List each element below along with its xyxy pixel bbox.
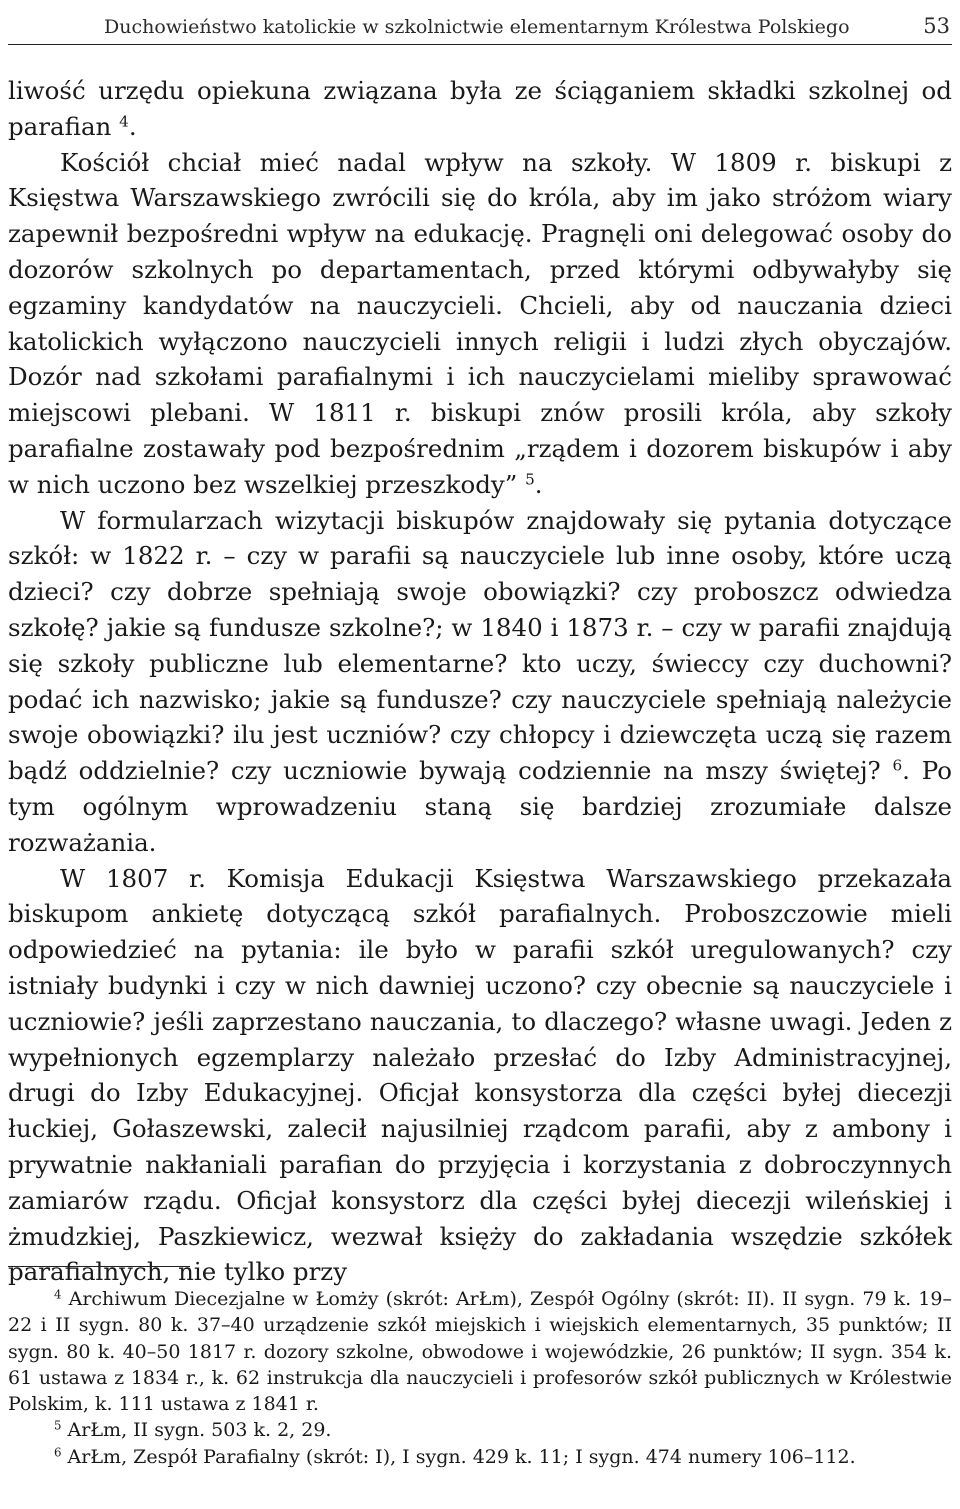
footnote: $^5$ ArŁm, II sygn. 503 k. 2, 29. [54, 1419, 332, 1442]
paragraph: W 1807 r. Komisja Edukacji Księstwa Warszawskiego przekazała biskupom ankietę dotyczącą szkół parafialnych. Proboszczowie mieli odpowiedzieć na pytania: ile było w parafii szkół uregulowanych? czy istniały budynki i czy w nich dawniej uczono? czy obecnie są nauczyciele i uczniowie? jeśli zaprzestano nauczania, to dlaczego? własne uwagi. Jeden z wypełnionych egzemplarzy należało przesłać do Izby Administracyjnej, drugi do Izby Edukacyjnej. Oficjał konsystorza dla części byłej diecezji łuckiej, Gołaszewski, zalecił najusilniej rządcom parafii, aby z ambony i prywatnie nakłaniali parafian do przyjęcia i korzystania z dobroczynnych zamiarów rządu. Oficjał konsystorz dla części byłej diecezji wileńskiej i żmudzkiej, Paszkiewicz, wezwał księży do zakładania wszędzie szkółek parafialnych, nie tylko przy [8, 863, 952, 1287]
paragraph: W formularzach wizytacji biskupów znajdowały się pytania dotyczące szkół: w 1822 r. – czy w parafii są nauczyciele lub inne osoby, które uczą dzieci? czy dobrze spełniają swoje obowiązki? czy proboszcz odwiedza szkołę? jakie są fundusze szkolne?; w 1840 i 1873 r. – czy w parafii znajdują się szkoły publiczne lub elementarne? kto uczy, świeccy czy duchowni? podać ich nazwisko; jakie są fundusze? czy nauczyciele spełniają należycie swoje obowiązki? ilu jest uczniów? czy chłopcy i dziewczęta uczą się razem bądź oddzielnie? czy uczniowie bywają codziennie na mszy świętej? $^6$. Po tym ogólnym wprowadzeniu staną się bardziej zrozumiałe dalsze rozważania. [8, 505, 952, 857]
footnote-ref[interactable]: 5 [525, 470, 535, 489]
footnote-marker: 6 [54, 1445, 62, 1460]
footnote-marker: 4 [54, 1287, 62, 1302]
body-text [8, 73, 952, 1290]
paragraph: Kościół chciał mieć nadal wpływ na szkoły. W 1809 r. biskupi z Księstwa Warszawskiego zwrócili się do króla, aby im jako stróżom wiary zapewnił bezpośredni wpływ na edukację. Pragnęli oni delegować osoby do dozorów szkolnych po departamentach, przed którymi odbywałyby się egzaminy kandydatów na nauczycieli. Chcieli, aby od nauczania dzieci katolickich wyłączono nauczycieli innych religii i ludzi złych obyczajów. Dozór nad szkołami parafialnymi i ich nauczycielami mieliby sprawować miejscowi plebani. W 1811 r. biskupi znów prosili króla, aby szkoły parafialne zostawały pod bezpośrednim „rządem i dozorem biskupów i aby w nich uczono bez wszelkiej przeszkody” $^5$. [8, 147, 952, 499]
running-title: Duchowieństwo katolickie w szkolnictwie elementarnym Królestwa Polskiego [104, 16, 850, 38]
page-number: 53 [923, 14, 950, 38]
page-header [8, 10, 952, 45]
footnote: $^6$ ArŁm, Zespół Parafialny (skrót: I), I sygn. 429 k. 11; I sygn. 474 numery 106–112. [54, 1445, 856, 1468]
paragraph: liwość urzędu opiekuna związana była ze ściąganiem składki szkolnej od parafian $^4$. [8, 76, 952, 141]
footnote-ref[interactable]: 6 [892, 756, 903, 775]
footnotes [8, 1286, 952, 1470]
footnote-marker: 5 [54, 1419, 62, 1434]
footnote-ref[interactable]: 4 [119, 112, 129, 131]
footnote: $^4$ Archiwum Diecezjalne w Łomży (skrót: ArŁm), Zespół Ogólny (skrót: II). II sygn. 79 k. 19–22 i II sygn. 80 k. 37–40 urządzenie szkół miejskich i wiejskich elementarnych, 35 punktów; II sygn. 80 k. 40–50 1817 r. dozory szkolne, obwodowe i wojewódzkie, 26 punktów; II sygn. 354 k. 61 ustawa z 1834 r., k. 62 instrukcja dla nauczycieli i profesorów szkół publicznych w Królestwie Polskim, k. 111 ustawa z 1841 r. [8, 1287, 952, 1416]
footnote-separator [8, 1266, 190, 1267]
